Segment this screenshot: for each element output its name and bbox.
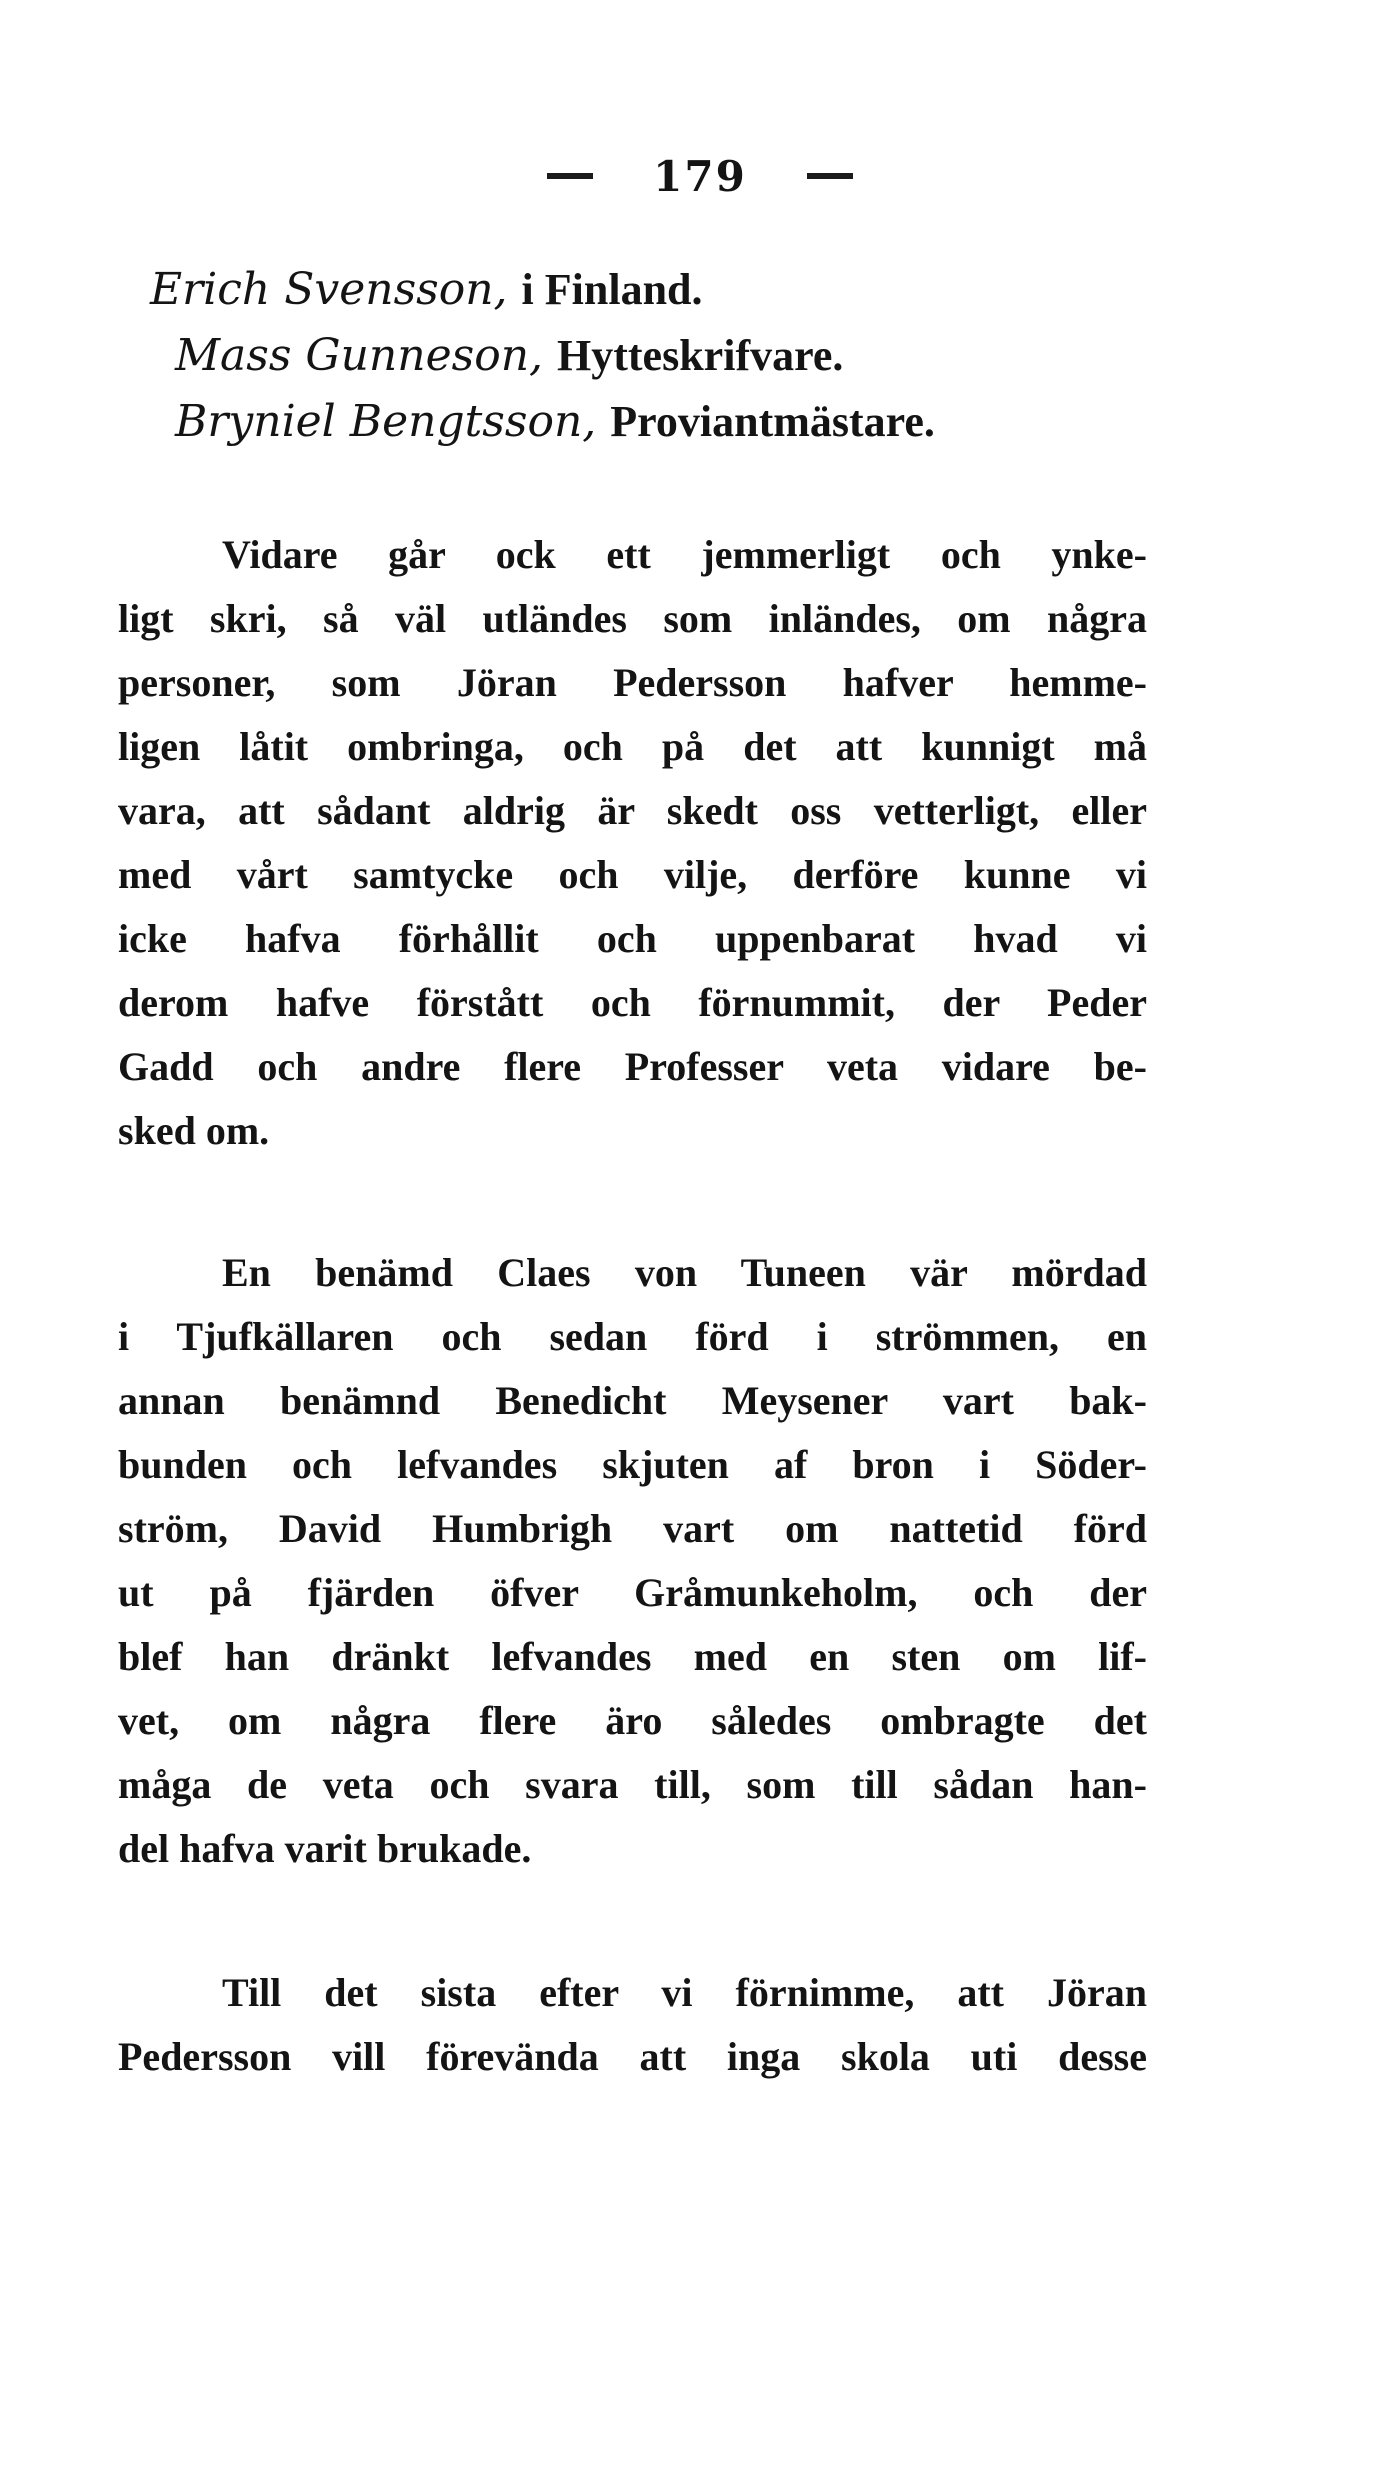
name-entry (150, 262, 703, 318)
text-line: personer, som Jöran Pedersson hafver hemme- (118, 660, 1147, 705)
person-name: Bryniel Bengtsson, (175, 396, 597, 447)
text-line: Pedersson vill förevända att inga skola uti desse (118, 2034, 1147, 2079)
person-role: i Finland. (521, 265, 703, 314)
name-entry (175, 328, 843, 384)
text-line: annan benämnd Benedicht Meysener vart bak- (118, 1378, 1147, 1423)
header-dash-left (547, 173, 593, 179)
header-dash-right (807, 173, 853, 179)
text-line: sked om. (118, 1108, 270, 1153)
text-line: Vidare går ock ett jemmerligt och ynke- (222, 532, 1147, 577)
text-line: med vårt samtycke och vilje, derföre kunne vi (118, 852, 1147, 897)
person-role: Hytteskrifvare. (557, 331, 844, 380)
name-entry (175, 394, 935, 450)
text-line: Till det sista efter vi förnimme, att Jöran (222, 1970, 1147, 2015)
person-name: Mass Gunneson, (175, 330, 544, 381)
text-line: ligt skri, så väl utländes som inländes, om några (118, 596, 1147, 641)
text-line: ström, David Humbrigh vart om nattetid förd (118, 1506, 1147, 1551)
page-header (0, 148, 1400, 201)
text-line: del hafva varit brukade. (118, 1826, 532, 1871)
text-line: En benämd Claes von Tuneen vär mördad (222, 1250, 1147, 1295)
text-line: bunden och lefvandes skjuten af bron i Söder- (118, 1442, 1147, 1487)
person-role: Proviantmästare. (610, 397, 935, 446)
text-line: vara, att sådant aldrig är skedt oss vetterligt, eller (118, 788, 1147, 833)
text-line: vet, om några flere äro således ombragte det (118, 1698, 1147, 1743)
page-number: 179 (653, 151, 747, 201)
text-line: Gadd och andre flere Professer veta vidare be- (118, 1044, 1147, 1089)
person-name: Erich Svensson, (150, 264, 508, 315)
text-line: blef han dränkt lefvandes med en sten om lif- (118, 1634, 1147, 1679)
text-line: måga de veta och svara till, som till sådan han- (118, 1762, 1147, 1807)
text-line: ligen låtit ombringa, och på det att kunnigt må (118, 724, 1147, 769)
text-line: i Tjufkällaren och sedan förd i strömmen, en (118, 1314, 1147, 1359)
text-line: derom hafve förstått och förnummit, der Peder (118, 980, 1147, 1025)
text-line: ut på fjärden öfver Gråmunkeholm, och der (118, 1570, 1147, 1615)
text-line: icke hafva förhållit och uppenbarat hvad vi (118, 916, 1147, 961)
